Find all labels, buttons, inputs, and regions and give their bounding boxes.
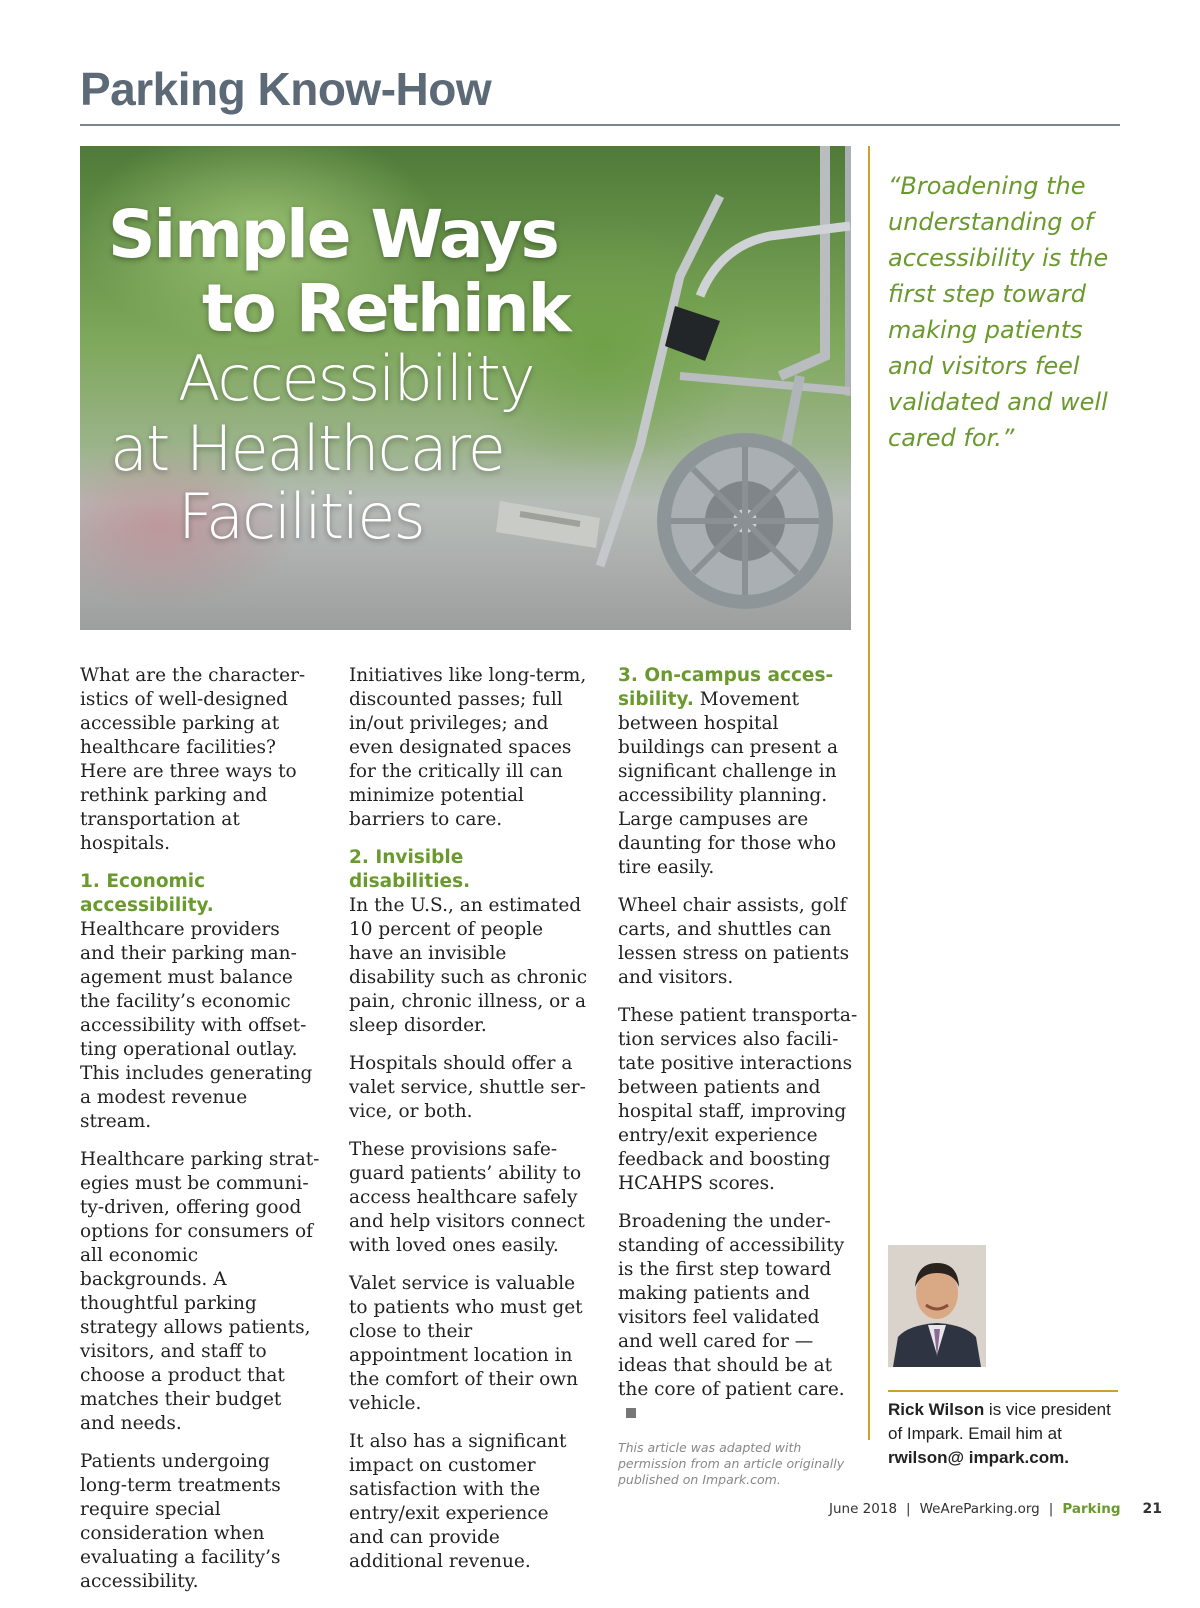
article-column-2 (349, 664, 589, 1588)
subhead-on-campus: 3. On-campus accessibility. (618, 665, 834, 710)
paragraph: These provisions safeguard patients’ ability to access healthcare safely and help visitors connect with loved ones easily. (349, 1139, 585, 1256)
headline-line-5: Facilities (178, 480, 424, 553)
section-1-paragraph (80, 870, 320, 1134)
article-column-3 (618, 664, 858, 1502)
section-3-text: Movement between hospital buildings can present a significant challenge in accessibility planning. Large campuses are daunting for those who tire easily. (618, 689, 839, 878)
bio-divider (888, 1390, 1118, 1392)
magazine-name: Parking (1062, 1501, 1121, 1517)
intro-paragraph: What are the characteristics of well-designed accessible parking at healthcare facilities? Here are three ways to rethink parking and transportation at hospitals. (80, 665, 306, 854)
page-number: 21 (1142, 1501, 1162, 1517)
title-divider (80, 124, 1120, 126)
paragraph: Hospitals should offer a valet service, shuttle service, or both. (349, 1053, 586, 1122)
pull-quote: “Broadening the understanding of accessibility is the first step toward making patients and visitors feel validated and well cared for.” (888, 172, 1109, 452)
paragraph: Healthcare parking strategies must be community-driven, offering good options for consumers of all economic backgrounds. A thoughtful parking strategy allows patients, visitors, and staff to choose a product that matches their budget and needs. (80, 1149, 320, 1434)
paragraph: Patients undergoing long-term treatments require special consideration when evaluating a facility’s accessibility. (80, 1451, 281, 1592)
headline-line-1: Simple Ways (108, 196, 558, 273)
headline-line-3: Accessibility (178, 342, 534, 415)
paragraph: Initiatives like long-term, discounted passes; full in/out privileges; and even designated spaces for the critically ill can minimize potential barriers to care. (349, 665, 587, 830)
author-bio (888, 1398, 1124, 1470)
section-1-text: Healthcare providers and their parking management must balance the facility’s economic accessibility with offsetting operational outlay. This includes generating a modest revenue stream. (80, 919, 313, 1132)
section-2-text: In the U.S., an estimated 10 percent of people have an invisible disability such as chronic pain, chronic illness, or a sleep disorder. (349, 895, 588, 1036)
hero-image (80, 146, 851, 630)
page-footer (829, 1501, 1162, 1517)
headline-line-4: at Healthcare (110, 412, 504, 485)
section-3-paragraph (618, 664, 858, 880)
footer-separator: | (906, 1501, 911, 1517)
closing-text: Broadening the understanding of accessibility is the first step toward making patients and visitors feel validated and well cared for — ideas that should be at the core of patient care. (618, 1211, 845, 1400)
author-name: Rick Wilson (888, 1400, 985, 1419)
author-bio-text: is vice president of Impark. Email him at (888, 1400, 1111, 1443)
closing-paragraph (618, 1210, 858, 1426)
end-mark-icon (626, 1408, 636, 1418)
paragraph: Valet service is valuable to patients who must get close to their appointment location in the comfort of their own vehicle. (349, 1273, 583, 1414)
sidebar-divider (868, 146, 870, 1440)
headline-line-2: to Rethink (202, 270, 570, 347)
article-credit: This article was adapted with permission from an article originally published on Impark.com. (618, 1440, 845, 1487)
subhead-economic: 1. Economic accessibility. (80, 871, 214, 916)
subhead-invisible: 2. Invisible disabilities. (349, 847, 471, 892)
author-photo (888, 1245, 986, 1367)
footer-separator: | (1048, 1501, 1054, 1517)
article-column-1 (80, 664, 320, 1608)
section-title: Parking Know-How (80, 63, 492, 115)
paragraph: Wheel chair assists, golf carts, and shuttles can lessen stress on patients and visitors. (618, 895, 850, 988)
paragraph: These patient transportation services also facilitate positive interactions between patients and hospital staff, improving entry/exit experience feedback and boosting HCAHPS scores. (618, 1005, 858, 1194)
section-2-paragraph (349, 846, 589, 1038)
author-email: rwilson@ impark.com. (888, 1448, 1069, 1467)
website: WeAreParking.org (919, 1501, 1040, 1517)
issue-date: June 2018 (828, 1501, 898, 1517)
paragraph: It also has a significant impact on customer satisfaction with the entry/exit experience and can provide additional revenue. (349, 1431, 567, 1572)
